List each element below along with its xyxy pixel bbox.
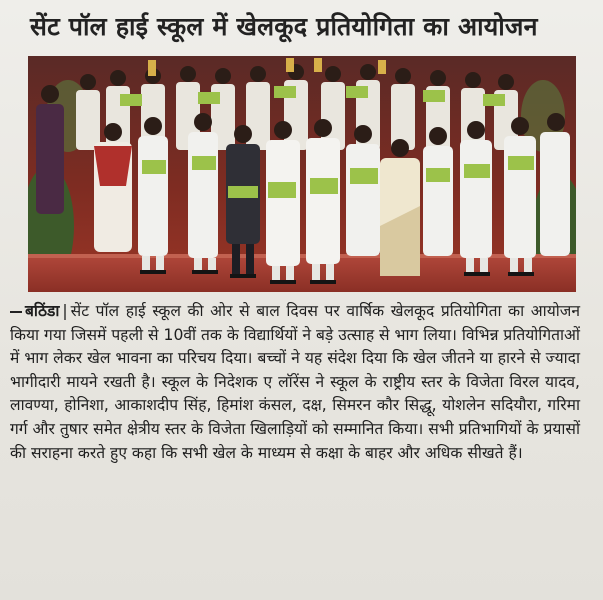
group-photo — [28, 56, 576, 292]
news-photo — [28, 56, 576, 292]
dateline: बठिंडा — [25, 302, 60, 320]
dateline-dash — [10, 311, 22, 313]
article-paragraph: सेंट पॉल हाई स्कूल की ओर से बाल दिवस पर वार्षिक खेलकूद प्रतियोगिता का आयोजन किया गया जिसमें पहली से 10वीं तक के विद्यार्थियों ने बड़े उत्साह से भाग लिया। विभिन्न प्रतियोगिताओं में भाग लेकर खेल भावना का परिचय दिया। बच्चों ने यह संदेश दिया कि खेल जीतने या हारने से ज्यादा भागीदारी मायने रखती है। स्कूल के निदेशक ए लॉरेंस ने स्कूल के राष्ट्रीय स्तर के विजेता विरल यादव, लावण्या, होनिशा, आकाशदीप सिंह, हिमांश कंसल, दक्ष, सिमरन कौर सिद्धू, योशलेन सदियौरा, गरिमा गर्ग और तुषार समेत क्षेत्रीय स्तर के विजेता खिलाड़ियों को सम्मानित किया। सभी प्रतिभागियों के प्रयासों की सराहना करते हुए कहा कि सभी खेल के माध्यम से कक्षा के बाहर और अधिक सीखते हैं। — [10, 302, 580, 462]
headline: सेंट पॉल हाई स्कूल में खेलकूद प्रतियोगिता का आयोजन — [30, 12, 538, 41]
dateline-separator: | — [62, 302, 68, 320]
article-body — [10, 300, 580, 596]
